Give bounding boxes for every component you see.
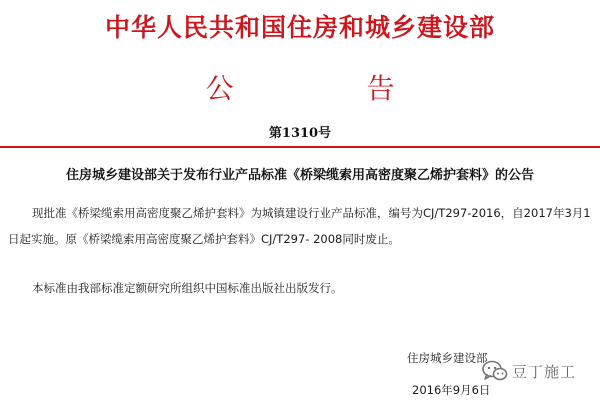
signature-date: 2016年9月6日 xyxy=(412,383,491,397)
watermark xyxy=(482,360,576,382)
paragraph-text: 现批准《桥梁缆索用高密度聚乙烯护套料》为城镇建设行业产品标准，编号为CJ/T297-2016，自2017年3月1日起实施。原《桥梁缆索用高密度聚乙烯护套料》CJ/T297- 2008同时废止。 xyxy=(8,206,591,246)
signature-organization: 住房城乡建设部 xyxy=(407,351,488,365)
notice-heading: 住房城乡建设部关于发布行业产品标准《桥梁缆索用高密度聚乙烯护套料》的公告 xyxy=(65,168,534,183)
notice-paragraph-2 xyxy=(8,275,592,301)
paragraph-text: 本标准由我部标准定额研究所组织中国标准出版社出版发行。 xyxy=(32,281,343,295)
announcement-title: 公 告 xyxy=(205,72,457,105)
notice-paragraph-1 xyxy=(8,200,592,252)
issuing-organization: 中华人民共和国住房和城乡建设部 xyxy=(104,13,495,42)
red-divider-line xyxy=(0,146,600,148)
wechat-bubble-icon xyxy=(482,360,508,382)
document-number: 第1310号 xyxy=(268,126,332,141)
watermark-label: 豆丁施工 xyxy=(512,362,577,381)
